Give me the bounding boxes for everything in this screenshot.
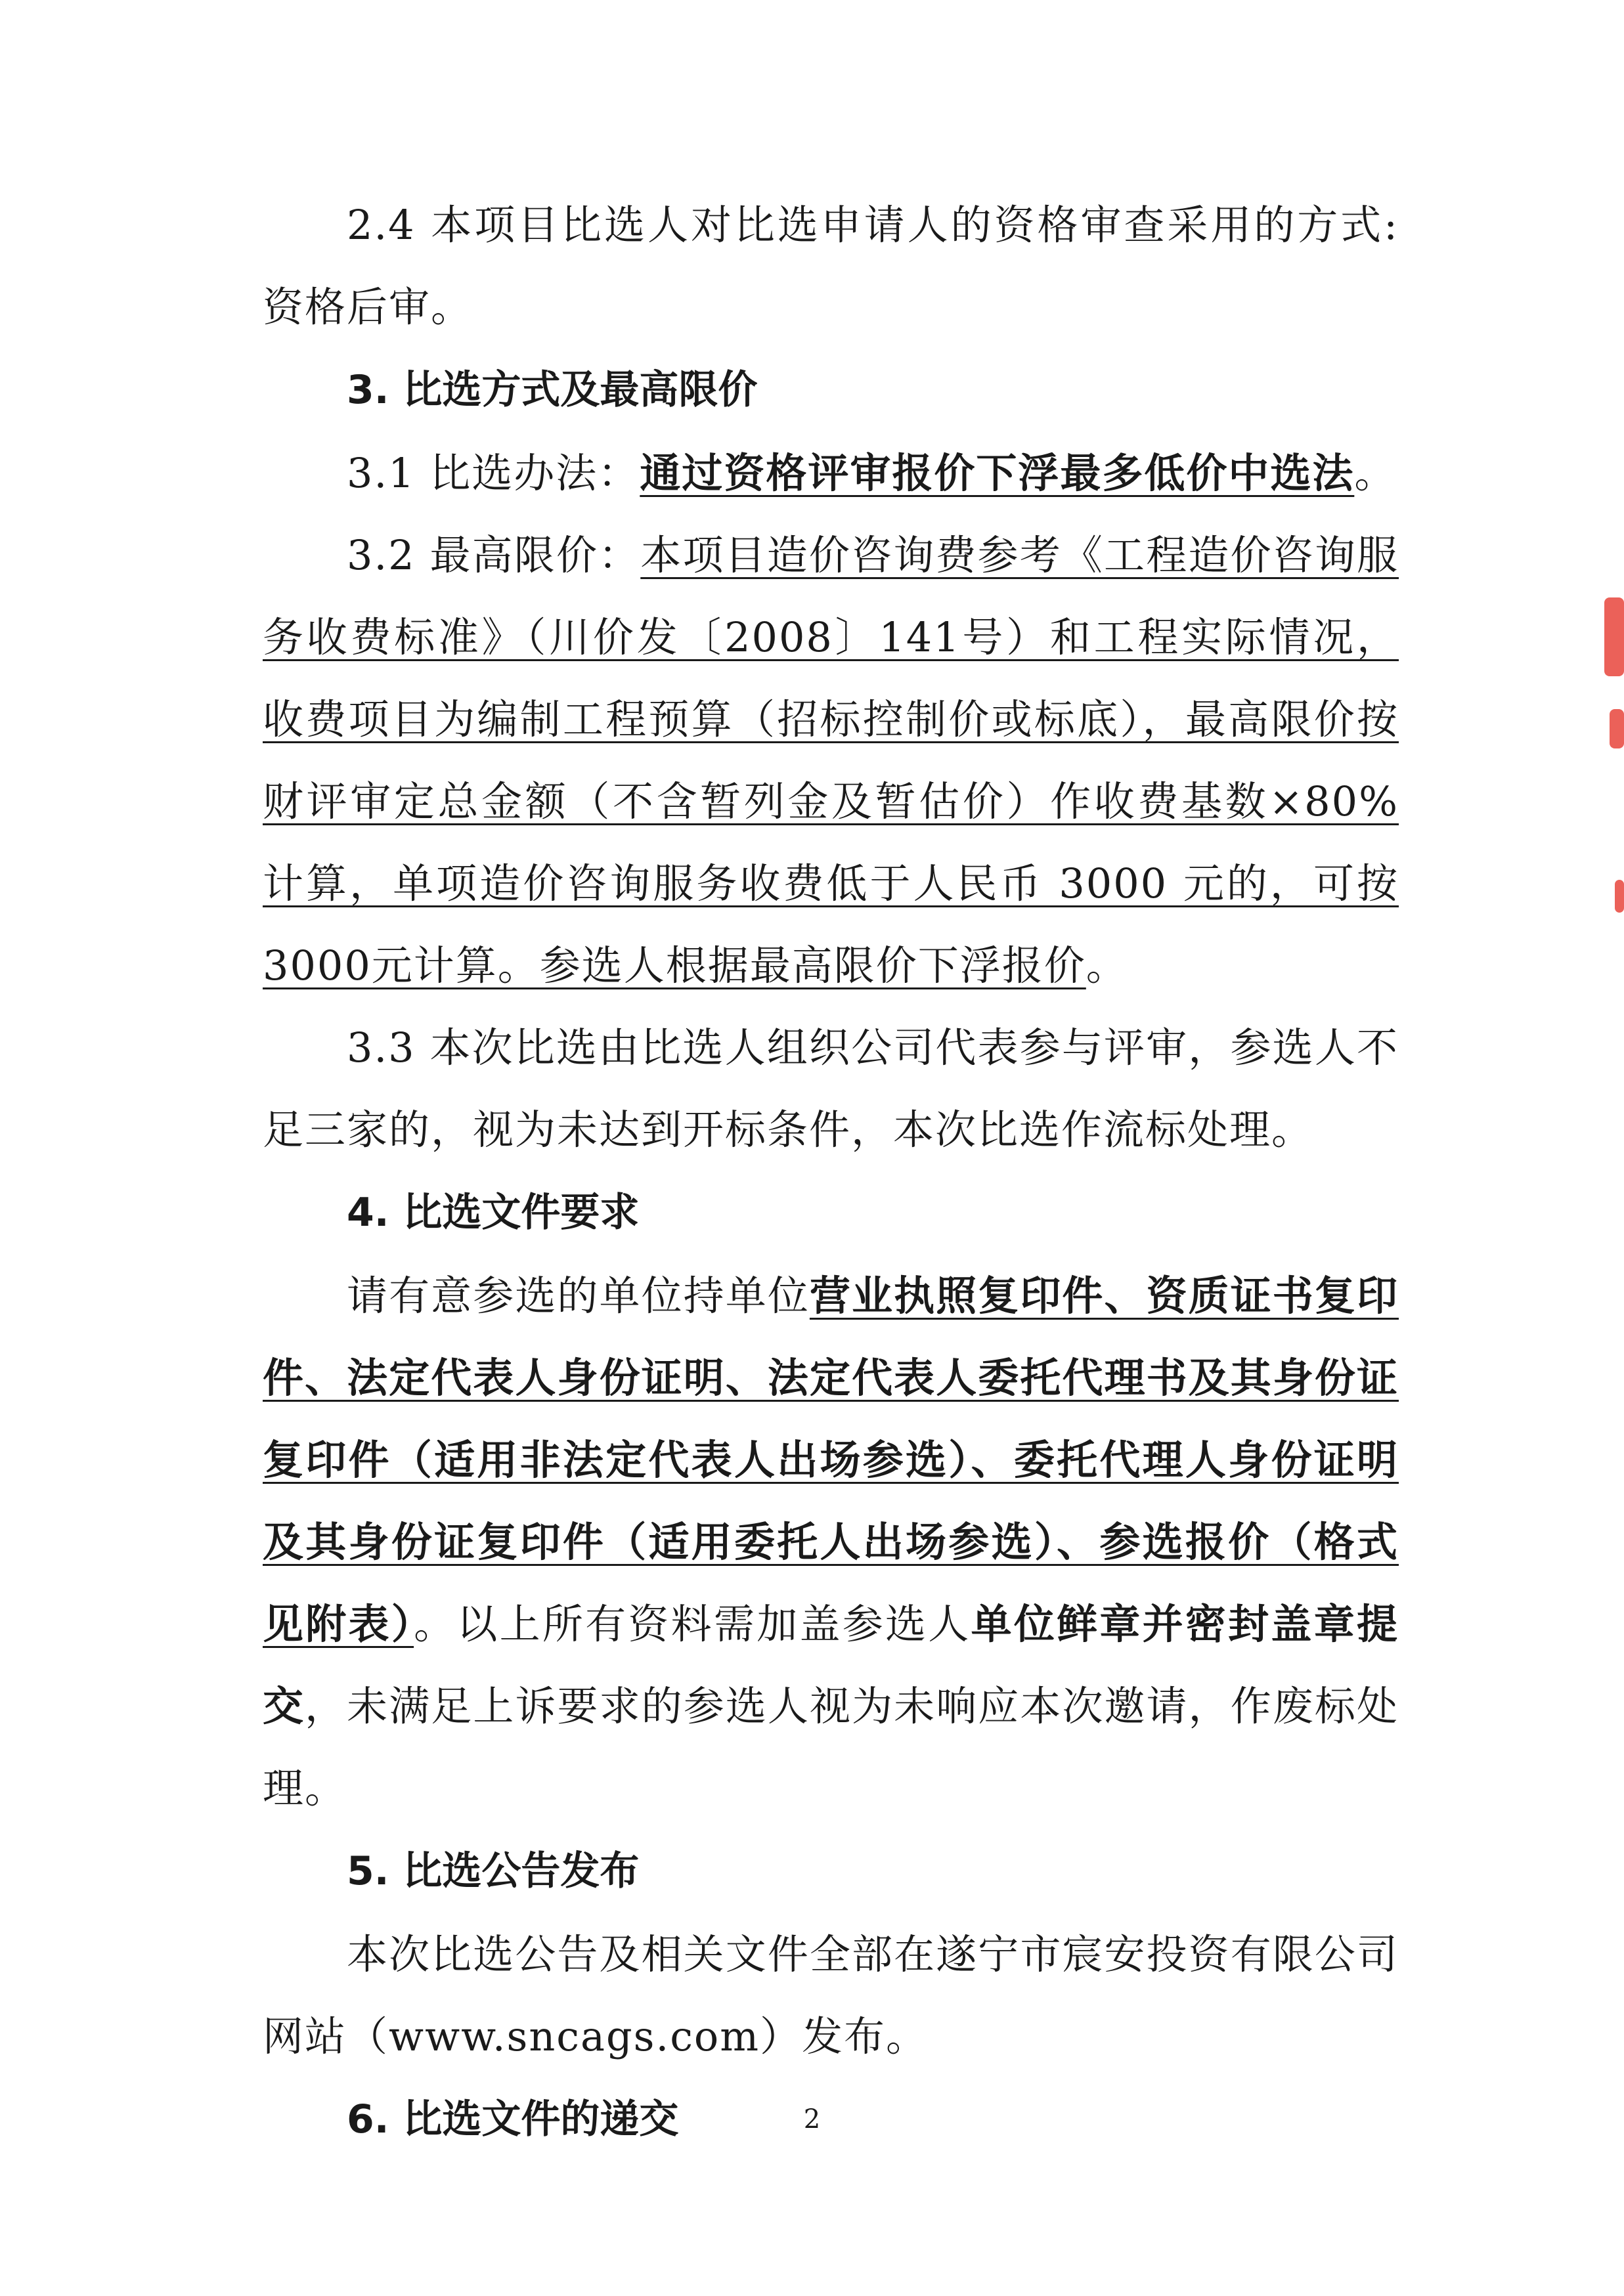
seal-fragment (1604, 597, 1624, 676)
selection-method: 通过资格评审报价下浮最多低价中选法 (640, 449, 1355, 497)
paragraph-4 (263, 1255, 1399, 1829)
paragraph-3-1 (263, 432, 1399, 514)
heading-6: 6. 比选文件的递交 (347, 2096, 679, 2142)
red-seal-edge (1598, 571, 1624, 939)
tail-text: ，未满足上诉要求的参选人视为未响应本次邀请，作废标处理。 (263, 1682, 1399, 1812)
page-number: 2 (803, 2104, 821, 2134)
paragraph-3-3: 3.3 本次比选由比选人组织公司代表参与评审，参选人不足三家的，视为未达到开标条件，本次比选作流标处理。 (263, 1024, 1399, 1154)
seal-requirement: 单位鲜章并密封盖章提交 (263, 1600, 1399, 1730)
mid-text: 。以上所有资料需加盖参选人 (414, 1600, 971, 1648)
period: 。 (1086, 942, 1128, 989)
seal-fragment (1610, 709, 1624, 748)
required-documents: 营业执照复印件、资质证书复印件、法定代表人身份证明、法定代表人委托代理书及其身份证复印件（适用非法定代表人出场参选）、委托代理人身份证明及其身份证复印件（适用委托人出场参选）、参选报价（格式见附表） (263, 1272, 1399, 1648)
lead-text: 请有意参选的单位持单位 (347, 1272, 810, 1320)
heading-4: 4. 比选文件要求 (347, 1190, 640, 1236)
paragraph-3-2 (263, 514, 1399, 1007)
label-3-1: 3.1 比选办法： (347, 449, 640, 497)
paragraph-5: 本次比选公告及相关文件全部在遂宁市宸安投资有限公司网站（www.sncags.com）发布。 (263, 1930, 1399, 2060)
price-limit-text: 本项目造价咨询费参考《工程造价咨询服务收费标准》（川价发〔2008〕141号）和工程实际情况，收费项目为编制工程预算（招标控制价或标底），最高限价按财评审定总金额（不含暂列金及暂估价）作收费基数×80%计算，单项造价咨询服务收费低于人民币 3000 元的，可按3000元计算。参选人根据最高限价下浮报价 (263, 531, 1399, 989)
paragraph-2-4: 2.4 本项目比选人对比选申请人的资格审查采用的方式:资格后审。 (263, 201, 1399, 331)
heading-3: 3. 比选方式及最高限价 (347, 367, 758, 413)
label-3-2: 3.2 最高限价： (347, 531, 641, 579)
heading-5: 5. 比选公告发布 (347, 1848, 640, 1894)
period: 。 (1354, 449, 1397, 497)
seal-fragment (1615, 880, 1624, 913)
document-body (263, 184, 1399, 2161)
